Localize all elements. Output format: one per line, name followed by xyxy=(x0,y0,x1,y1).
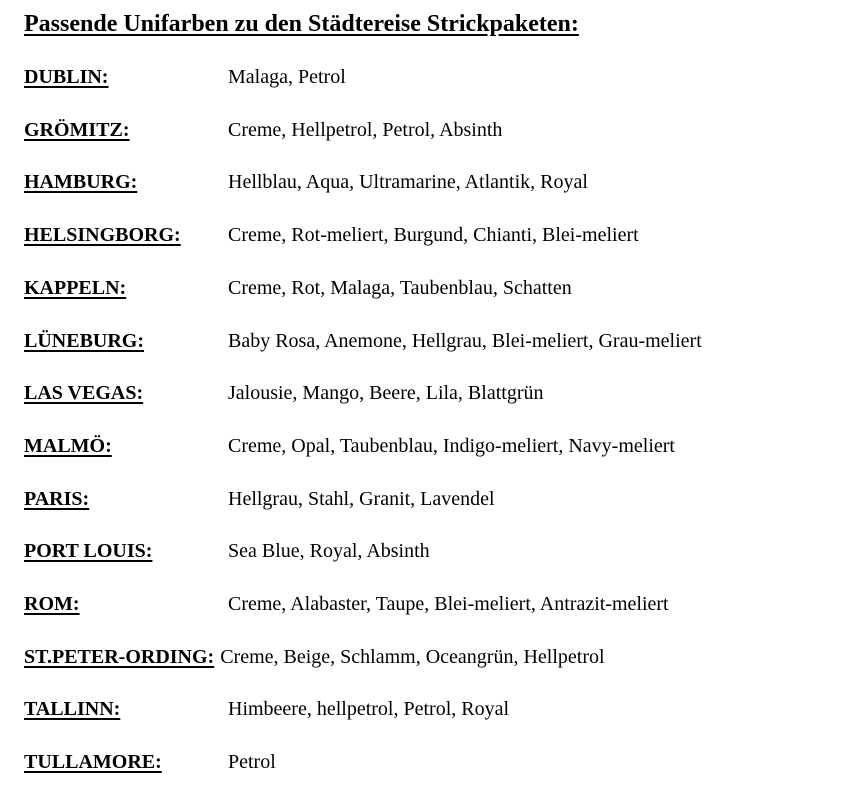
color-list: Himbeere, hellpetrol, Petrol, Royal xyxy=(228,698,510,721)
list-item xyxy=(24,326,702,356)
city-name: MALMÖ: xyxy=(24,434,112,457)
color-list: Creme, Hellpetrol, Petrol, Absinth xyxy=(228,118,503,141)
document xyxy=(24,8,844,774)
color-list: Creme, Rot, Malaga, Taubenblau, Schatten xyxy=(228,276,572,299)
color-list: Creme, Alabaster, Taupe, Blei-meliert, Antrazit-meliert xyxy=(228,593,669,615)
city-name: LÜNEBURG: xyxy=(24,329,145,352)
city-name: GRÖMITZ: xyxy=(24,118,130,141)
city-name: ROM: xyxy=(24,593,80,615)
color-list: Petrol xyxy=(228,751,276,774)
color-list: Malaga, Petrol xyxy=(228,66,346,88)
color-list: Hellblau, Aqua, Ultramarine, Atlantik, Royal xyxy=(228,171,588,194)
color-list: Baby Rosa, Anemone, Hellgrau, Blei-meliert, Grau-meliert xyxy=(228,329,702,352)
city-name: LAS VEGAS: xyxy=(24,382,144,405)
list-item xyxy=(24,378,543,408)
city-name: PORT LOUIS: xyxy=(24,540,153,563)
list-item xyxy=(24,589,669,619)
city-name: HAMBURG: xyxy=(24,171,138,194)
list-item xyxy=(24,642,605,672)
city-name: HELSINGBORG: xyxy=(24,224,181,247)
list-item xyxy=(24,694,509,724)
list-item xyxy=(24,536,430,566)
list-item xyxy=(24,273,572,303)
list-item xyxy=(24,431,675,461)
city-name: TULLAMORE: xyxy=(24,751,162,774)
list-item xyxy=(24,167,588,197)
list-item xyxy=(24,484,495,514)
city-name: KAPPELN: xyxy=(24,276,127,299)
color-list: Sea Blue, Royal, Absinth xyxy=(228,540,430,563)
color-list: Creme, Rot-meliert, Burgund, Chianti, Blei-meliert xyxy=(228,224,639,247)
list-item xyxy=(24,220,639,250)
color-list: Hellgrau, Stahl, Granit, Lavendel xyxy=(228,487,495,510)
color-list: Jalousie, Mango, Beere, Lila, Blattgrün xyxy=(228,382,544,405)
city-name: TALLINN: xyxy=(24,698,121,721)
city-name: PARIS: xyxy=(24,487,90,510)
list-item xyxy=(24,747,276,777)
list-item xyxy=(24,62,346,92)
list-item xyxy=(24,115,502,145)
city-name: DUBLIN: xyxy=(24,66,109,88)
page-title: Passende Unifarben zu den Städtereise Strickpaketen: xyxy=(24,11,579,37)
color-list: Creme, Beige, Schlamm, Oceangrün, Hellpetrol xyxy=(220,645,605,668)
color-list: Creme, Opal, Taubenblau, Indigo-meliert, Navy-meliert xyxy=(228,434,675,457)
city-name: ST.PETER-ORDING: xyxy=(24,645,215,668)
